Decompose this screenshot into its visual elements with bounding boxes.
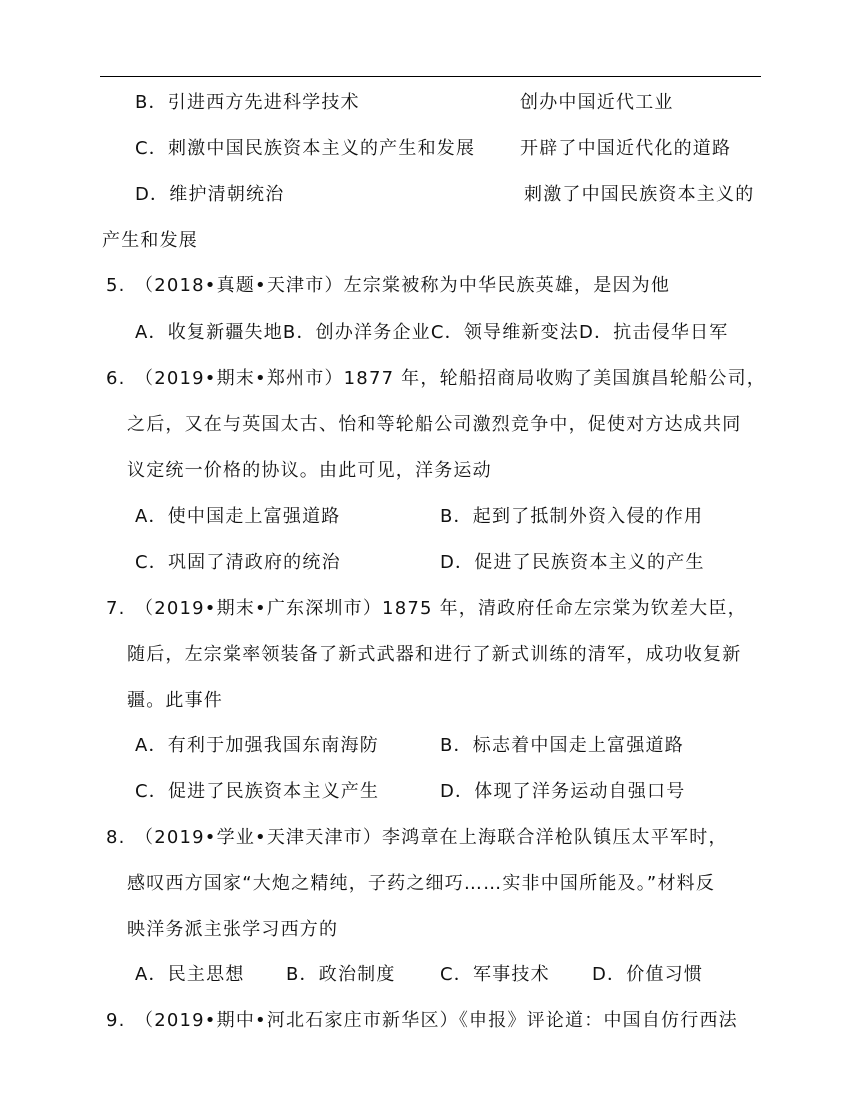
option-d-right: 刺激了中国民族资本主义的: [524, 184, 755, 205]
option-d-left: D．维护清朝统治: [135, 184, 285, 205]
question-6-option-a: A．使中国走上富强道路: [135, 506, 341, 527]
option-b-left: B．引进西方先进科学技术: [135, 92, 360, 113]
question-8-option-c: C．军事技术: [440, 964, 550, 985]
question-6-stem-line-3: 议定统一价格的协议。由此可见，洋务运动: [127, 460, 492, 481]
question-7-option-a: A．有利于加强我国东南海防: [135, 735, 379, 756]
question-8-option-a: A．民主思想: [135, 964, 245, 985]
question-7-option-b: B．标志着中国走上富强道路: [440, 735, 684, 756]
question-5-stem: （2018•真题•天津市）左宗棠被称为中华民族英雄，是因为他: [135, 275, 671, 296]
question-7-stem-line-2: 随后，左宗棠率领装备了新式武器和进行了新式训练的清军，成功收复新: [127, 644, 742, 665]
question-8-option-d: D．价值习惯: [592, 964, 704, 985]
question-6-number: 6.: [106, 368, 126, 389]
option-b-right: 创办中国近代工业: [520, 92, 674, 113]
question-7-number: 7.: [106, 598, 126, 619]
header-rule: [100, 76, 761, 77]
question-5-options: A．收复新疆失地B．创办洋务企业C．领导维新变法D．抗击侵华日军: [135, 322, 729, 343]
question-7-stem-line-3: 疆。此事件: [127, 690, 223, 711]
question-7-stem-line-1: （2019•期末•广东深圳市）1875 年，清政府任命左宗棠为钦差大臣，: [135, 598, 747, 619]
question-6-option-d: D．促进了民族资本主义的产生: [440, 552, 705, 573]
question-6-option-c: C．巩固了清政府的统治: [135, 552, 341, 573]
question-5-number: 5.: [106, 275, 126, 296]
question-9-stem-line-1: （2019•期中•河北石家庄市新华区）《申报》评论道：中国自仿行西法: [135, 1010, 738, 1031]
option-c-left: C．刺激中国民族资本主义的产生和发展: [135, 138, 476, 159]
question-8-option-b: B．政治制度: [286, 964, 396, 985]
option-d-continuation: 产生和发展: [102, 230, 198, 251]
question-8-stem-line-2: 感叹西方国家“大炮之精纯，子药之细巧……实非中国所能及。”材料反: [127, 873, 716, 894]
question-7-option-c: C．促进了民族资本主义产生: [135, 781, 380, 802]
question-8-number: 8.: [106, 827, 126, 848]
question-6-option-b: B．起到了抵制外资入侵的作用: [440, 506, 704, 527]
option-c-right: 开辟了中国近代化的道路: [520, 138, 732, 159]
question-6-stem-line-2: 之后，又在与英国太古、怡和等轮船公司激烈竞争中，促使对方达成共同: [127, 414, 742, 435]
question-6-stem-line-1: （2019•期末•郑州市）1877 年，轮船招商局收购了美国旗昌轮船公司，: [135, 368, 766, 389]
question-7-option-d: D．体现了洋务运动自强口号: [440, 781, 686, 802]
question-8-stem-line-3: 映洋务派主张学习西方的: [127, 919, 339, 940]
question-8-stem-line-1: （2019•学业•天津天津市）李鸿章在上海联合洋枪队镇压太平军时，: [135, 827, 728, 848]
question-9-number: 9.: [106, 1010, 126, 1031]
